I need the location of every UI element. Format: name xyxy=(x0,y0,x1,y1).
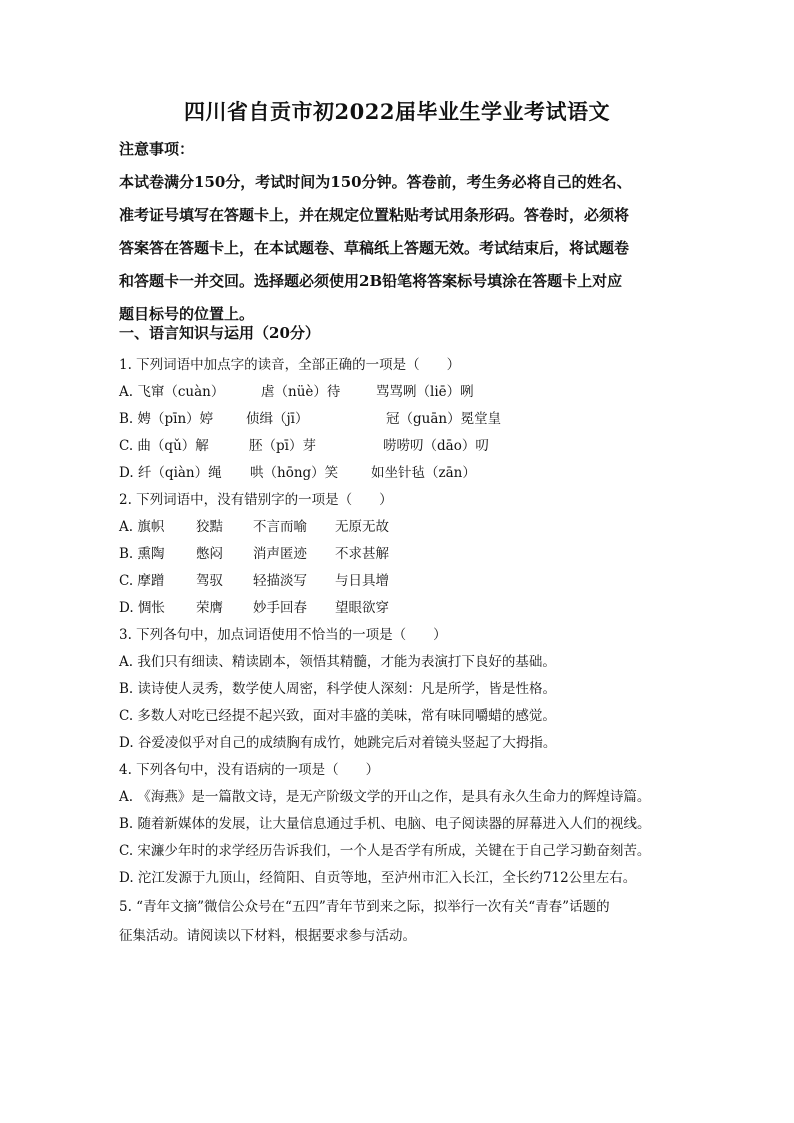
question-1-option-b xyxy=(119,408,501,430)
question-4-option-a: A. 《海燕》是一篇散文诗，是无产阶级文学的开山之作，是具有永久生命力的辉煌诗篇。 xyxy=(119,789,651,805)
option-item: 冠（guān）冕堂皇 xyxy=(386,411,502,427)
question-2-option-c xyxy=(119,570,389,592)
option-item: 与日具增 xyxy=(335,573,389,589)
option-item: 轻描淡写 xyxy=(253,573,307,589)
question-2-option-b xyxy=(119,543,389,565)
option-item: B. 娉（pīn）婷 xyxy=(119,411,214,427)
question-3-option-a: A. 我们只有细读、精读剧本，领悟其精髓，才能为表演打下良好的基础。 xyxy=(119,654,556,670)
option-item: 荣膺 xyxy=(196,600,223,616)
question-2-stem: 2. 下列词语中，没有错别字的一项是（ ） xyxy=(119,492,393,508)
option-item: 如坐针毡（zān） xyxy=(371,465,476,481)
notice-line: 和答题卡一并交回。选择题必须使用2B铅笔将答案标号填涂在答题卡上对应 xyxy=(119,272,623,290)
option-item: D. 惆怅 xyxy=(119,600,165,616)
option-item: 侦缉（jī） xyxy=(246,411,309,427)
notice-line: 题目标号的位置上。 xyxy=(119,305,255,323)
question-1-stem: 1. 下列词语中加点字的读音，全部正确的一项是（ ） xyxy=(119,357,461,373)
notice-heading: 注意事项： xyxy=(119,140,195,158)
question-4-option-c: C. 宋濂少年时的求学经历告诉我们，一个人是否学有所成，关键在于自己学习勤奋刻苦。 xyxy=(119,843,651,859)
notice-line: 本试卷满分150分，考试时间为150分钟。答卷前，考生务必将自己的姓名、 xyxy=(119,173,632,191)
option-item: 哄（hōng）笑 xyxy=(250,465,339,481)
question-4-stem: 4. 下列各句中，没有语病的一项是（ ） xyxy=(119,762,380,778)
option-item: 憋闷 xyxy=(196,546,223,562)
question-5-line-2: 征集活动。请阅读以下材料，根据要求参与活动。 xyxy=(119,928,416,944)
question-1-option-c xyxy=(119,435,489,457)
option-item: C. 摩蹭 xyxy=(119,573,165,589)
question-3-option-b: B. 读诗使人灵秀，数学使人周密，科学使人深刻：凡是所学，皆是性格。 xyxy=(119,681,557,697)
option-item: 无原无故 xyxy=(335,519,389,535)
question-3-stem: 3. 下列各句中，加点词语使用不恰当的一项是（ ） xyxy=(119,627,447,643)
option-item: A. 飞窜（cuàn） xyxy=(119,384,225,400)
option-item: 妙手回春 xyxy=(253,600,307,616)
option-item: 唠唠叨（dāo）叨 xyxy=(383,438,489,454)
option-item: 望眼欲穿 xyxy=(335,600,389,616)
notice-line: 准考证号填写在答题卡上，并在规定位置粘贴考试用条形码。答卷时，必须将 xyxy=(119,206,630,224)
option-item: 狡黠 xyxy=(196,519,223,535)
option-item: 不言而喻 xyxy=(253,519,307,535)
notice-line: 答案答在答题卡上，在本试题卷、草稿纸上答题无效。考试结束后，将试题卷 xyxy=(119,239,630,257)
option-item: 骂骂咧（liē）咧 xyxy=(376,384,474,400)
question-4-option-d: D. 沱江发源于九顶山，经简阳、自贡等地，至泸州市汇入长江，全长约712公里左右。 xyxy=(119,870,637,886)
option-item: C. 曲（qǔ）解 xyxy=(119,438,209,454)
option-item: 消声匿迹 xyxy=(253,546,307,562)
section-heading: 一、语言知识与运用（20分） xyxy=(119,324,320,342)
question-2-option-d xyxy=(119,597,389,619)
option-item: A. 旗帜 xyxy=(119,519,165,535)
option-item: 驾驭 xyxy=(196,573,223,589)
option-item: 胚（pī）芽 xyxy=(249,438,316,454)
question-3-option-d: D. 谷爱凌似乎对自己的成绩胸有成竹，她跳完后对着镜头竖起了大拇指。 xyxy=(119,735,557,751)
question-1-option-a xyxy=(119,381,474,403)
notice-block xyxy=(119,166,679,331)
question-3-option-c: C. 多数人对吃已经提不起兴致，面对丰盛的美味，常有味同嚼蜡的感觉。 xyxy=(119,708,556,724)
option-item: B. 熏陶 xyxy=(119,546,165,562)
page-title: 四川省自贡市初2022届毕业生学业考试语文 xyxy=(184,99,610,124)
question-4-option-b: B. 随着新媒体的发展，让大量信息通过手机、电脑、电子阅读器的屏幕进入人们的视线。 xyxy=(119,816,651,832)
option-item: 虐（nüè）待 xyxy=(261,384,341,400)
option-item: 不求甚解 xyxy=(335,546,389,562)
question-1-option-d xyxy=(119,462,476,484)
option-item: D. 纤（qiàn）绳 xyxy=(119,465,222,481)
question-2-option-a xyxy=(119,516,389,538)
question-5-line-1: 5. “青年文摘”微信公众号在“五四”青年节到来之际，拟举行一次有关“青春”话题的 xyxy=(119,899,610,915)
